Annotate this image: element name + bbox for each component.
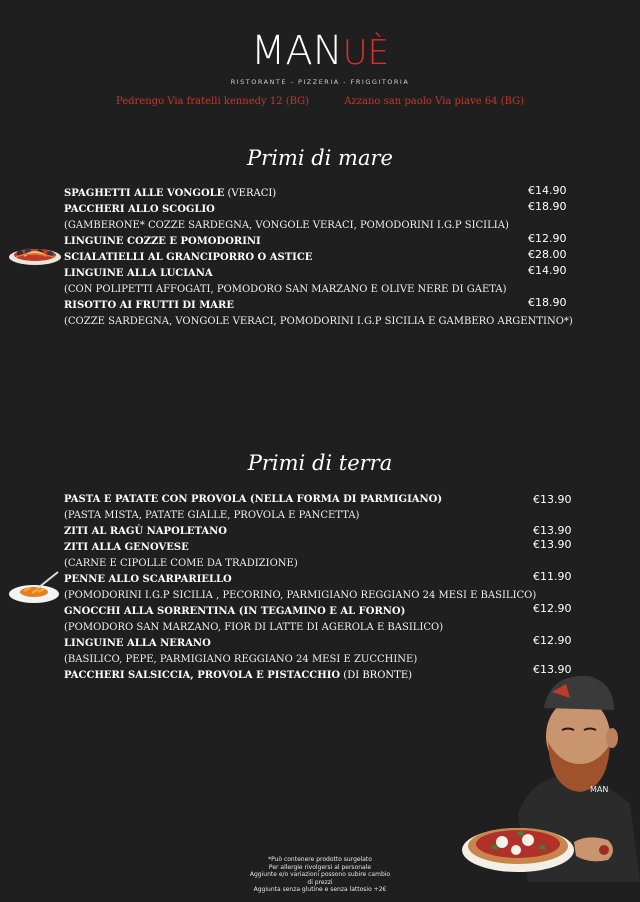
- item-name: ZITI AL RAGÙ NAPOLETANO: [64, 526, 227, 537]
- menu-item: [64, 247, 573, 263]
- item-price: €12.90: [528, 232, 567, 245]
- brand-tagline: RISTORANTE - PIZZERIA - FRIGGITORIA: [230, 78, 410, 86]
- menu-item-desc: [64, 311, 573, 327]
- menu-item-desc: [64, 553, 536, 569]
- menu-item: [64, 231, 573, 247]
- item-price: €12.90: [533, 602, 572, 615]
- menu-item: [64, 183, 573, 199]
- item-name: LINGUINE ALLA NERANO: [64, 638, 211, 649]
- footer-line: Aggiunte e/o variazioni possono subire cambio: [249, 871, 391, 878]
- footer-line: di prezzi: [307, 878, 333, 886]
- pasta-plate-icon: [8, 570, 60, 606]
- section-title-terra: Primi di terra: [247, 451, 393, 475]
- menu-item-desc: [64, 649, 536, 665]
- item-name: LINGUINE ALLA LUCIANA: [64, 268, 213, 279]
- brand-name: [0, 28, 640, 76]
- item-name: PENNE ALLO SCARPARIELLO: [64, 574, 232, 585]
- chef-illustration: [458, 664, 640, 882]
- brand-name-main: MAN: [250, 28, 343, 74]
- menu-terra: [64, 489, 572, 681]
- footer-line: *Può contenere prodotto surgelato: [268, 856, 372, 863]
- item-name: SCIALATIELLI AL GRANCIPORRO O ASTICE: [64, 252, 313, 263]
- item-name: PACCHERI ALLO SCOGLIO: [64, 204, 215, 215]
- menu-item: [64, 489, 572, 506]
- item-price: €13.90: [533, 493, 572, 506]
- item-description: (GAMBERONE* COZZE SARDEGNA, VONGOLE VERACI, POMODORINI I.G.P SICILIA): [64, 220, 509, 231]
- menu-item: [64, 295, 573, 311]
- item-name: RISOTTO AI FRUTTI DI MARE: [64, 300, 234, 311]
- address-azzano: Azzano san paolo Via piave 64 (BG): [344, 96, 525, 107]
- item-price: €14.90: [528, 184, 567, 197]
- chef-shirt-logo: MAN: [590, 785, 609, 794]
- brand-name-accent: UÈ: [342, 33, 390, 73]
- addresses: [0, 96, 640, 107]
- item-price: €13.90: [533, 524, 572, 537]
- item-name: LINGUINE COZZE E POMODORINI: [64, 236, 261, 247]
- address-pedrengo: Pedrengo Via fratelli kennedy 12 (BG): [115, 96, 310, 107]
- item-description: (POMODORINI I.G.P SICILIA , PECORINO, PARMIGIANO REGGIANO 24 MESI E BASILICO): [64, 590, 537, 601]
- menu-item-desc: [64, 279, 573, 295]
- menu-item: [64, 537, 572, 553]
- menu-item: [64, 569, 572, 585]
- item-price: €11.90: [533, 570, 572, 583]
- brand-logo: [0, 28, 640, 86]
- item-description: (COZZE SARDEGNA, VONGOLE VERACI, POMODORINI I.G.P SICILIA E GAMBERO ARGENTINO*): [64, 316, 573, 327]
- footer-line: Per allergie rivolgersi al personale: [268, 863, 372, 871]
- section-title-mare: Primi di mare: [247, 146, 393, 170]
- item-note: (VERACI): [224, 188, 277, 199]
- menu-item-desc: [64, 617, 536, 633]
- menu-item: [64, 199, 573, 215]
- item-price: €12.90: [533, 634, 572, 647]
- item-name: PACCHERI SALSICCIA, PROVOLA E PISTACCHIO: [64, 670, 341, 681]
- menu-item-desc: [64, 585, 536, 601]
- item-price: €18.90: [528, 296, 567, 309]
- item-price: €13.90: [533, 663, 572, 676]
- item-description: (BASILICO, PEPE, PARMIGIANO REGGIANO 24 MESI E ZUCCHINE): [64, 654, 418, 665]
- menu-item: [64, 601, 572, 617]
- item-description: (CARNE E CIPOLLE COME DA TRADIZIONE): [64, 558, 298, 569]
- menu-item: [64, 633, 572, 649]
- menu-item: [64, 521, 572, 537]
- item-name: ZITI ALLA GENOVESE: [64, 542, 189, 553]
- item-name: PASTA E PATATE CON PROVOLA (NELLA FORMA DI PARMIGIANO): [64, 494, 443, 505]
- menu-mare: [64, 183, 573, 327]
- item-description: (PASTA MISTA, PATATE GIALLE, PROVOLA E PANCETTA): [64, 510, 360, 521]
- item-name: GNOCCHI ALLA SORRENTINA (IN TEGAMINO E AL FORNO): [64, 606, 406, 617]
- seafood-pasta-icon: [8, 243, 62, 267]
- footer-line: Aggiunta senza glutine e senza lattosio +2€: [253, 886, 387, 893]
- item-name: SPAGHETTI ALLE VONGOLE: [64, 188, 225, 199]
- item-price: €28.00: [528, 248, 567, 261]
- menu-item-desc: [64, 215, 573, 231]
- item-description: (POMODORO SAN MARZANO, FIOR DI LATTE DI AGEROLA E BASILICO): [64, 622, 444, 633]
- menu-item: [64, 263, 573, 279]
- footer-notes: [230, 856, 410, 894]
- item-price: €13.90: [533, 538, 572, 551]
- item-note: (DI BRONTE): [340, 670, 413, 681]
- item-price: €18.90: [528, 200, 567, 213]
- menu-item-desc: [64, 505, 536, 521]
- item-description: (CON POLIPETTI AFFOGATI, POMODORO SAN MARZANO E OLIVE NERE DI GAETA): [64, 284, 507, 295]
- item-price: €14.90: [528, 264, 567, 277]
